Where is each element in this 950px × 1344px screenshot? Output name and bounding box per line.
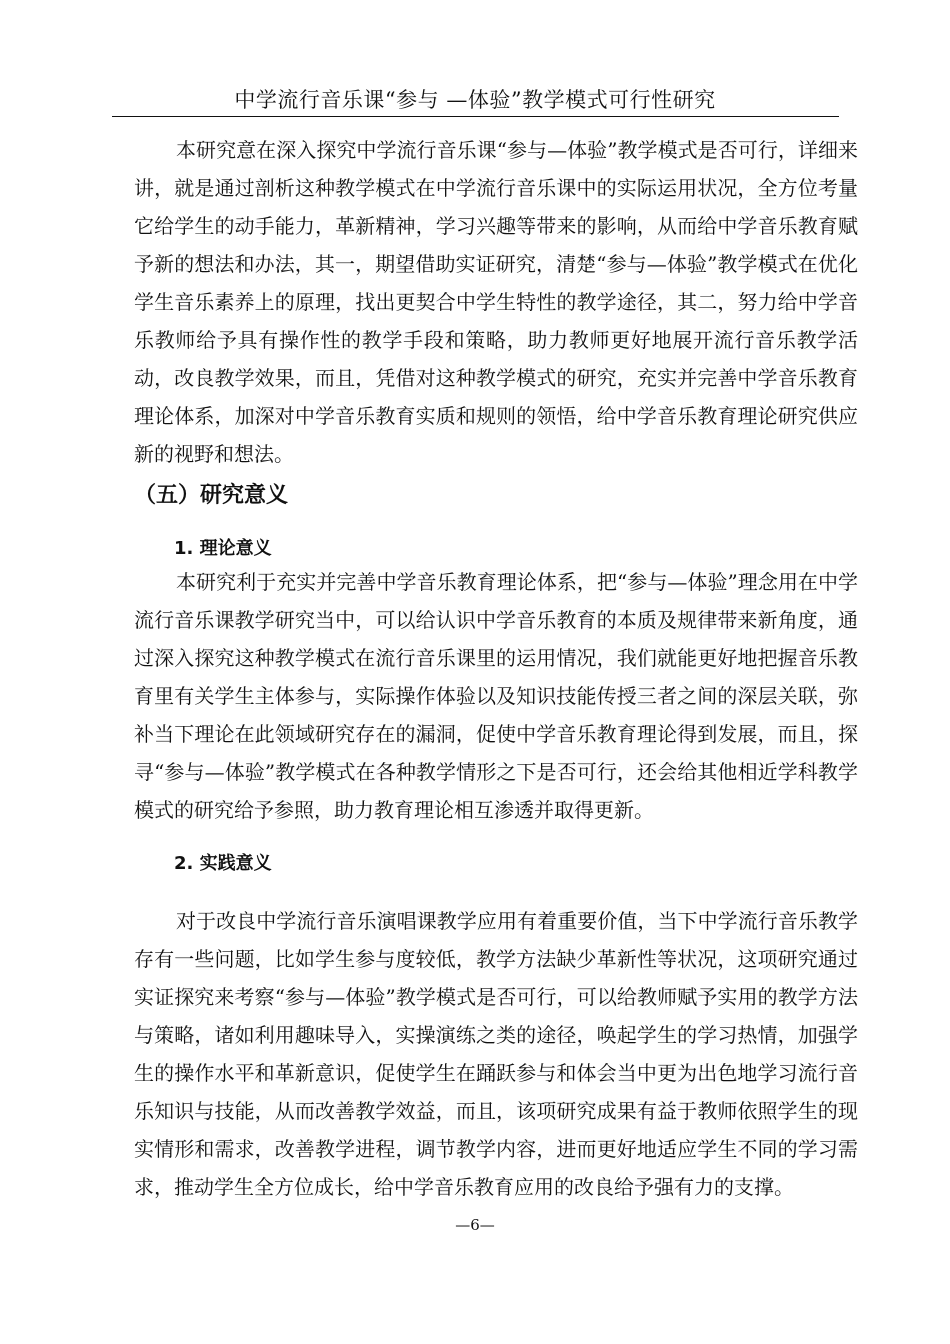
header-rule bbox=[112, 116, 839, 117]
practice-paragraph: 对于改良中学流行音乐演唱课教学应用有着重要价值，当下中学流行音乐教学存有一些问题，比如学生参与度较低，教学方法缺少革新性等状况，这项研究通过实证探究来考察“参与—体验”教学模式是否可行，可以给教师赋予实用的教学方法与策略，诸如利用趣味导入，实操演练之类的途径，唤起学生的学习热情，加强学生的操作水平和革新意识，促使学生在踊跃参与和体会当中更为出色地学习流行音乐知识与技能，从而改善教学效益，而且，该项研究成果有益于教师依照学生的现实情形和需求，改善教学进程，调节教学内容，进而更好地适应学生不同的学习需求，推动学生全方位成长，给中学音乐教育应用的改良给予强有力的支撑。 bbox=[134, 909, 858, 1199]
running-header: 中学流行音乐课“参与 —体验”教学模式可行性研究 bbox=[234, 88, 716, 112]
section-heading: （五）研究意义 bbox=[134, 483, 289, 508]
subsection-heading-theory: 1. 理论意义 bbox=[174, 538, 272, 559]
intro-paragraph: 本研究意在深入探究中学流行音乐课“参与—体验”教学模式是否可行，详细来讲，就是通过剖析这种教学模式在中学流行音乐课中的实际运用状况，全方位考量它给学生的动手能力，革新精神，学习兴趣等带来的影响，从而给中学音乐教育赋予新的想法和办法，其一，期望借助实证研究，清楚“参与—体验”教学模式在优化学生音乐素养上的原理，找出更契合中学生特性的教学途径，其二，努力给中学音乐教师给予具有操作性的教学手段和策略，助力教师更好地展开流行音乐教学活动，改良教学效果，而且，凭借对这种教学模式的研究，充实并完善中学音乐教育理论体系，加深对中学音乐教育实质和规则的领悟，给中学音乐教育理论研究供应新的视野和想法。 bbox=[134, 138, 858, 466]
theory-paragraph: 本研究利于充实并完善中学音乐教育理论体系，把“参与—体验”理念用在中学流行音乐课教学研究当中，可以给认识中学音乐教育的本质及规律带来新角度，通过深入探究这种教学模式在流行音乐课里的运用情况，我们就能更好地把握音乐教育里有关学生主体参与，实际操作体验以及知识技能传授三者之间的深层关联，弥补当下理论在此领域研究存在的漏洞，促使中学音乐教育理论得到发展，而且，探寻“参与—体验”教学模式在各种教学情形之下是否可行，还会给其他相近学科教学模式的研究给予参照，助力教育理论相互渗透并取得更新。 bbox=[134, 570, 858, 822]
subsection-heading-practice: 2. 实践意义 bbox=[174, 853, 272, 874]
page-number: —6— bbox=[455, 1216, 495, 1234]
